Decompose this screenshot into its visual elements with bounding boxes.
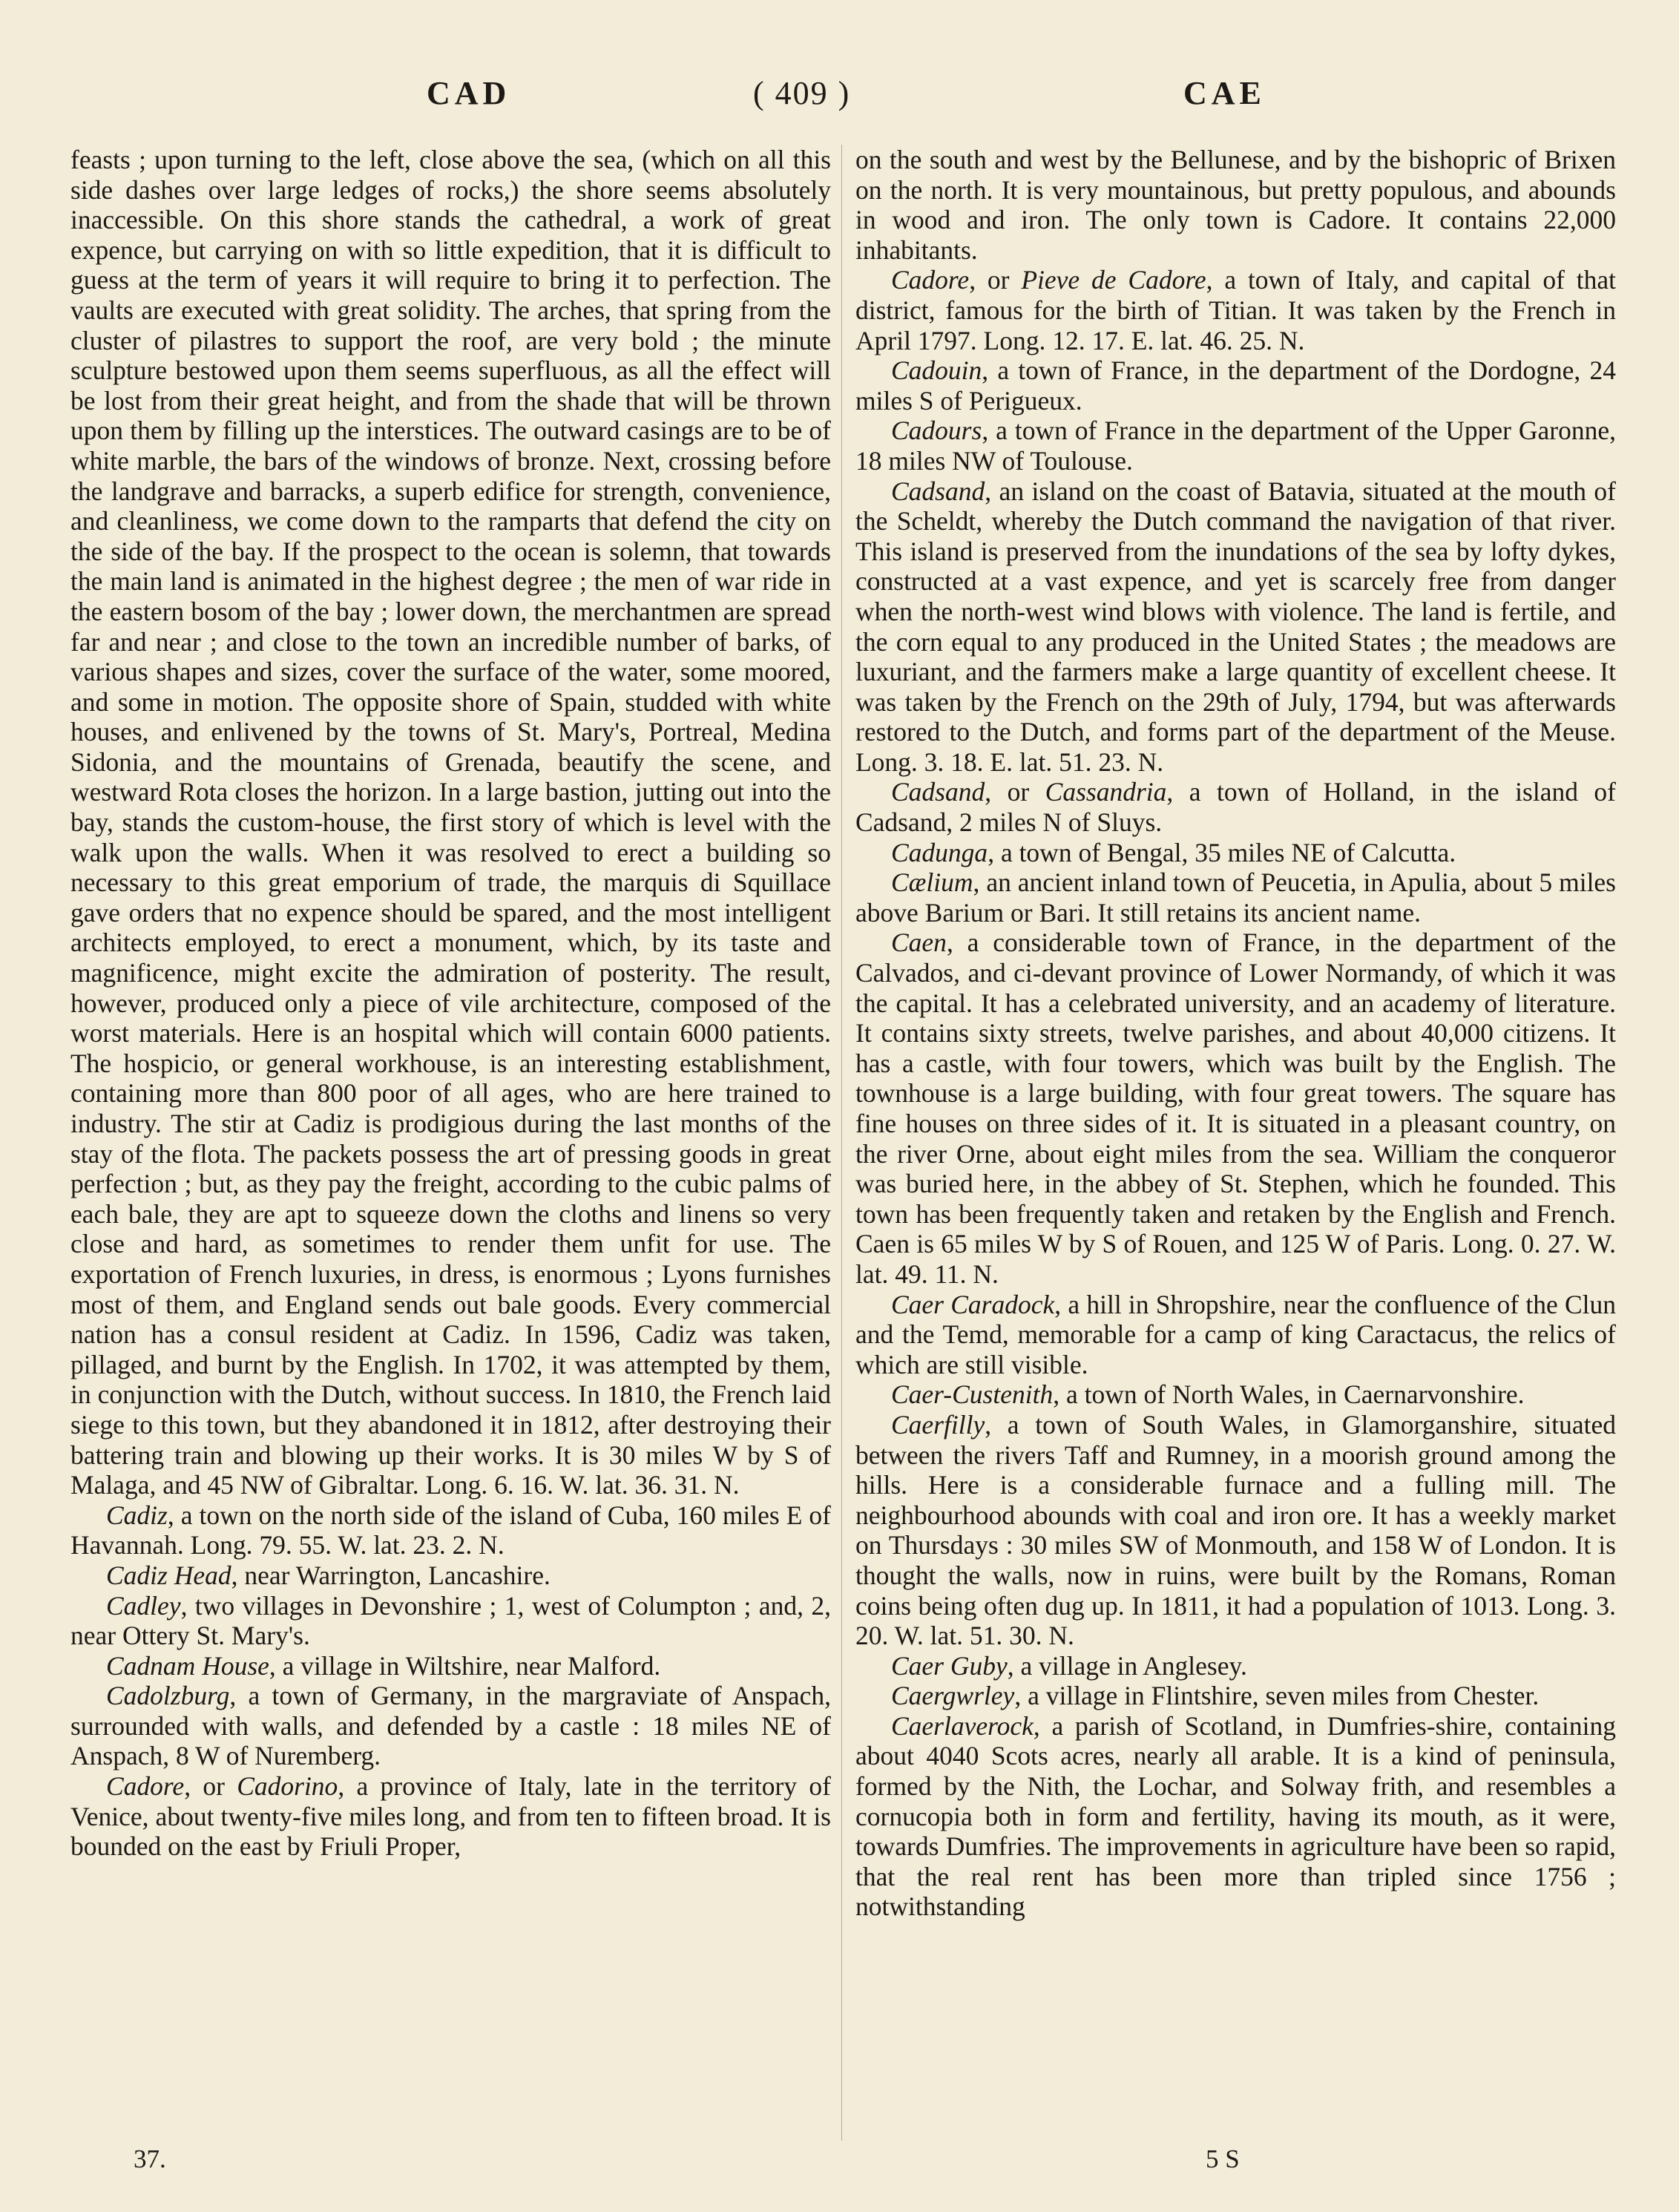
entry-headword: Cadsand <box>891 476 985 506</box>
dictionary-entry <box>70 1500 831 1560</box>
dictionary-entry <box>855 1711 1616 1922</box>
dictionary-entry <box>70 1560 831 1591</box>
entry-headword: Caerfilly <box>891 1409 985 1440</box>
dictionary-entry <box>70 1771 831 1862</box>
entry-text: , or <box>969 265 1022 295</box>
dictionary-entry <box>855 265 1616 355</box>
entry-text: , a hill in Shropshire, near the confluence of the Clun and the Temd, memorable for a camp of king Caractacus, the relics of which are still visible. <box>855 1289 1616 1379</box>
column-divider <box>841 145 842 2141</box>
entry-text: , an ancient inland town of Peucetia, in Apulia, about 5 miles above Barium or Bari. It still retains its ancient name. <box>855 867 1616 928</box>
entry-text: , a town of Germany, in the margraviate of Anspach, surrounded with walls, and defended by a castle : 18 miles NE of Anspach, 8 W of Nuremberg. <box>70 1681 831 1771</box>
entry-text: , a town of Holland, in the island of Cadsand, 2 miles N of Sluys. <box>855 777 1616 838</box>
entry-headword: Caerlaverock <box>891 1710 1034 1741</box>
entry-text: , a town of Bengal, 35 miles NE of Calcutta. <box>988 837 1456 867</box>
running-header <box>0 74 1679 126</box>
dictionary-entry <box>855 1379 1616 1410</box>
dictionary-entry <box>70 1681 831 1771</box>
entry-text: , a province of Italy, late in the territory of Venice, about twenty-five miles long, and from ten to fifteen broad. It is bounded on the east by Friuli Proper, <box>70 1771 831 1862</box>
entry-headword: Caer Caradock <box>891 1289 1055 1319</box>
entry-headword: Caen <box>891 928 947 958</box>
entry-text: , a town of France, in the department of the Dordogne, 24 miles S of Perigueux. <box>855 355 1616 416</box>
entry-headword: Cassandria <box>1045 777 1167 807</box>
entry-text: , a town of Italy, and capital of that district, famous for the birth of Titian. It was taken by the French in April 1797. Long. 12. 17. E. lat. 46. 25. N. <box>855 265 1616 355</box>
entry-headword: Cadore <box>106 1771 185 1802</box>
entry-text: , or <box>985 777 1045 807</box>
entry-text: , a parish of Scotland, in Dumfries-shire, containing about 4040 Scots acres, nearly all arable. It is a kind of peninsula, formed by the Nith, the Lochar, and Solway frith, and resembles a cornucopia both in form and fertility, having its mouth, as it were, towards Dumfries. The improvements in agriculture have been so rapid, that the real rent has been more than tripled since 1756 ; notwithstanding <box>855 1710 1616 1922</box>
page-number: ( 409 ) <box>753 75 851 111</box>
signature-mark-left: 37. <box>134 2144 166 2173</box>
entry-text: , a town on the north side of the island of Cuba, 160 miles E of Havannah. Long. 79. 55. W. lat. 23. 2. N. <box>70 1500 831 1560</box>
entry-headword: Cadsand <box>891 777 985 807</box>
entry-headword: Cadiz <box>106 1500 168 1530</box>
entry-headword: Pieve de Cadore <box>1021 265 1206 295</box>
entry-headword: Cadours <box>891 416 982 446</box>
entry-headword: Cadunga <box>891 837 988 867</box>
dictionary-entry <box>855 777 1616 837</box>
entry-headword: Cadore <box>891 265 970 295</box>
entry-text: , near Warrington, Lancashire. <box>231 1560 551 1590</box>
entry-text: , an island on the coast of Batavia, situated at the mouth of the Scheldt, whereby the Dutch command the navigation of that river. This island is preserved from the inundations of the sea by lofty dykes, constructed at a vast expence, and yet is scarcely free from danger when the north-west wind blows with violence. The land is fertile, and the corn equal to any produced in the United States ; the meadows are luxuriant, and the farmers make a large quantity of excellent cheese. It was taken by the French on the 29th of July, 1794, but was afterwards restored to the Dutch, and forms part of the department of the Meuse. Long. 3. 18. E. lat. 51. 23. N. <box>855 476 1616 777</box>
dictionary-entry <box>855 476 1616 778</box>
signature-mark-right: 5 S <box>1206 2144 1240 2173</box>
entry-text: , a town of North Wales, in Caernarvonshire. <box>1053 1379 1525 1410</box>
entry-text: feasts ; upon turning to the left, close above the sea, (which on all this side dashes over large ledges of rocks,) the shore seems absolutely inaccessible. On this shore stands the cathedral, a work of great expence, but carrying on with so little expedition, that it is difficult to guess at the term of years it will require to bring it to perfection. The vaults are executed with great solidity. The arches, that spring from the cluster of pilastres to support the roof, are very bold ; the minute sculpture bestowed upon them seems superfluous, as all the effect will be lost from their great height, and from the shade that will be thrown upon them by filling up the interstices. The outward casings are to be of white marble, the bars of the windows of bronze. Next, crossing before the landgrave and barracks, a superb edifice for strength, convenience, and cleanliness, we come down to the ramparts that defend the city on the side of the bay. If the prospect to the ocean is solemn, that towards the main land is animated in the highest degree ; the men of war ride in the eastern bosom of the bay ; lower down, the merchantmen are spread far and near ; and close to the town an incredible number of barks, of various shapes and sizes, cover the surface of the water, some moored, and some in motion. The opposite shore of Spain, studded with white houses, and enlivened by the towns of St. Mary's, Portreal, Medina Sidonia, and the mountains of Grenada, beautify the scene, and westward Rota closes the horizon. In a large bastion, jutting out into the bay, stands the custom-house, the first story of which is level with the walk upon the walls. When it was resolved to erect a building so necessary to this great emporium of trade, the marquis di Squillace gave orders that no expence should be spared, and the most intelligent architects employed, to erect a monument, which, by its taste and magnificence, might excite the admiration of posterity. The result, however, produced only a piece of vile architecture, composed of the worst materials. Here is an hospital which will contain 6000 patients. The hospicio, or general workhouse, is an interesting establishment, containing more than 800 poor of all ages, who are here trained to industry. The stir at Cadiz is prodigious during the last months of the stay of the flota. The packets possess the art of pressing goods in great perfection ; but, as they pay the freight, according to the cubic palms of each bale, they are apt to squeeze down the cloths and linens so very close and hard, as sometimes to render them unfit for use. The exportation of French luxuries, in dress, is enormous ; Lyons furnishes most of them, and England sends out bale goods. Every commercial nation has a consul resident at Cadiz. In 1596, Cadiz was taken, pillaged, and burnt by the English. In 1702, it was attempted by them, in conjunction with the Dutch, without success. In 1810, the French laid siege to this town, but they abandoned it in 1812, after destroying their battering train and blowing up their works. It is 30 miles W by S of Malaga, and 45 NW of Gibraltar. Long. 6. 16. W. lat. 36. 31. N. <box>70 145 831 1500</box>
entry-headword: Caer-Custenith <box>891 1379 1054 1410</box>
entry-headword: Cadiz Head <box>106 1560 231 1590</box>
entry-continuation <box>855 145 1616 265</box>
entry-text: , or <box>184 1771 237 1802</box>
entry-text: , a village in Wiltshire, near Malford. <box>269 1650 661 1681</box>
entry-headword: Cadolzburg <box>106 1681 230 1711</box>
entry-continuation <box>70 145 831 1500</box>
dictionary-entry <box>855 928 1616 1289</box>
entry-headword: Caergwrley <box>891 1681 1015 1711</box>
right-column <box>855 145 1616 1922</box>
entry-headword: Cadnam House <box>106 1650 269 1681</box>
dictionary-entry <box>855 1651 1616 1681</box>
entry-text: , two villages in Devonshire ; 1, west of Columpton ; and, 2, near Ottery St. Mary's. <box>70 1590 831 1651</box>
entry-headword: Cadouin <box>891 355 982 386</box>
entry-headword: Caer Guby <box>891 1650 1008 1681</box>
dictionary-entry <box>855 1410 1616 1651</box>
entry-text: , a village in Flintshire, seven miles from Chester. <box>1014 1681 1540 1711</box>
entry-headword: Cadley <box>106 1590 181 1621</box>
dictionary-entry <box>855 838 1616 868</box>
entry-headword: Cælium <box>891 867 973 898</box>
dictionary-entry <box>855 1290 1616 1380</box>
header-right-guideword: CAE <box>1183 75 1266 111</box>
entry-text: , a considerable town of France, in the department of the Calvados, and ci-devant province of Lower Normandy, of which it was the capital. It has a celebrated university, and an academy of literature. It contains sixty streets, twelve parishes, and about 40,000 citizens. It has a castle, with four towers, which was built by the English. The townhouse is a large building, with four great towers. The square has fine houses on three sides of it. It is situated in a pleasant country, on the river Orne, about eight miles from the sea. William the conqueror was buried here, in the abbey of St. Stephen, which he founded. This town has been frequently taken and retaken by the English and French. Caen is 65 miles W by S of Rouen, and 125 W of Paris. Long. 0. 27. W. lat. 49. 11. N. <box>855 928 1616 1289</box>
header-left-guideword: CAD <box>427 75 511 111</box>
dictionary-entry <box>855 1681 1616 1711</box>
dictionary-entry <box>855 355 1616 416</box>
dictionary-entry <box>855 416 1616 476</box>
dictionary-entry <box>855 867 1616 928</box>
dictionary-entry <box>70 1651 831 1681</box>
entry-headword: Cadorino <box>237 1771 338 1802</box>
entry-text: , a town of France in the department of the Upper Garonne, 18 miles NW of Toulouse. <box>855 416 1616 476</box>
left-column <box>70 145 831 1862</box>
entry-text: on the south and west by the Bellunese, and by the bishopric of Brixen on the north. It is very mountainous, but pretty populous, and abounds in wood and iron. The only town is Cadore. It contains 22,000 inhabitants. <box>855 145 1616 265</box>
entry-text: , a town of South Wales, in Glamorganshire, situated between the rivers Taff and Rumney, in a moorish ground among the hills. Here is a considerable furnace and a fulling mill. The neighbourhood abounds with coal and iron ore. It has a weekly market on Thursdays : 30 miles SW of Monmouth, and 158 W of London. It is thought the walls, now in ruins, were built by the Romans, Roman coins being often dug up. In 1811, it had a population of 1013. Long. 3. 20. W. lat. 51. 30. N. <box>855 1409 1616 1651</box>
entry-text: , a village in Anglesey. <box>1007 1650 1247 1681</box>
dictionary-entry <box>70 1591 831 1651</box>
